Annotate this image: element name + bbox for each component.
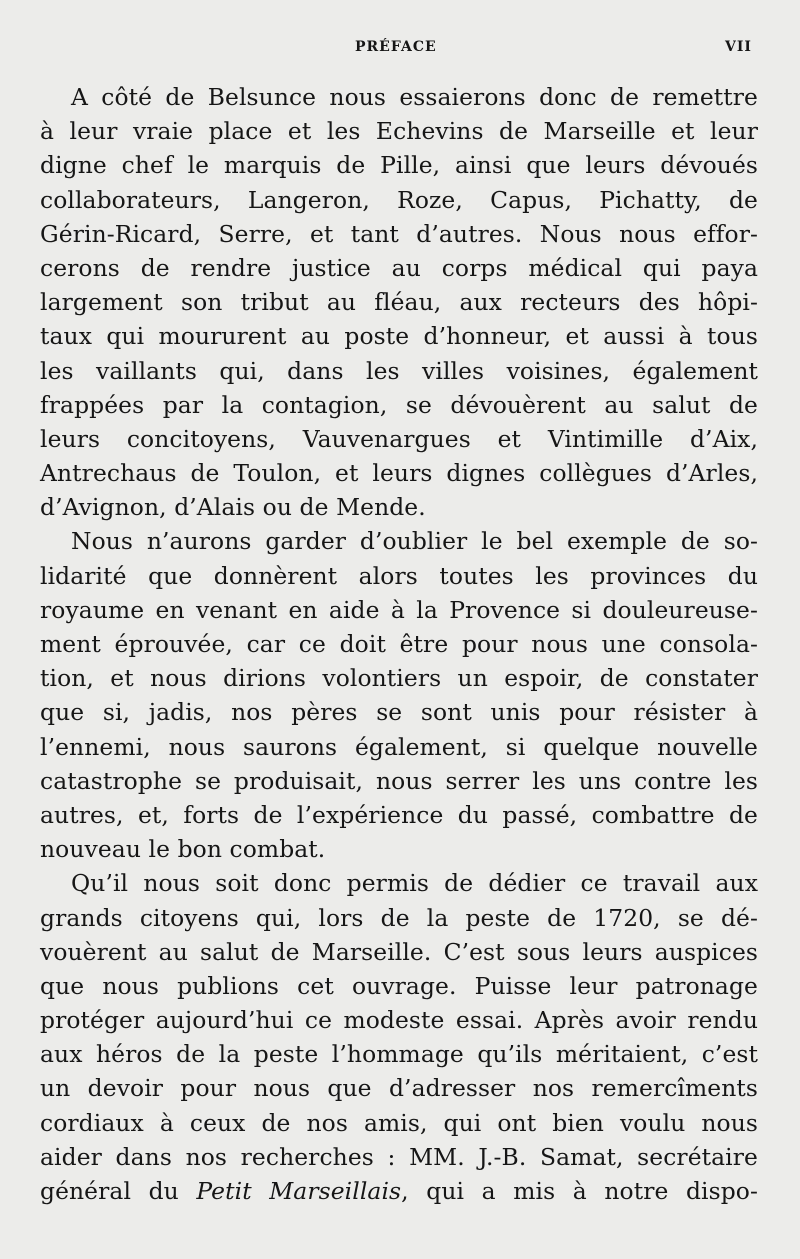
paragraph bbox=[40, 80, 758, 524]
text-line: largement son tribut au fléau, aux recteurs des hôpi- bbox=[40, 288, 758, 317]
body-text bbox=[40, 80, 758, 1208]
text-line: aux héros de la peste l’hommage qu’ils méritaient, c’est bbox=[40, 1040, 758, 1069]
text-line: que si, jadis, nos pères se sont unis pour résister à bbox=[40, 698, 758, 727]
text-line: l’ennemi, nous saurons également, si quelque nouvelle bbox=[40, 732, 758, 761]
text-line: Qu’il nous soit donc permis de dédier ce travail aux bbox=[71, 869, 758, 898]
text-line: Nous n’aurons garder d’oublier le bel exemple de so- bbox=[71, 527, 758, 556]
text-line: les vaillants qui, dans les villes voisines, également bbox=[40, 356, 758, 385]
page-number: VII bbox=[725, 39, 752, 55]
paragraph bbox=[40, 866, 758, 1208]
text-segment: , qui a mis à notre dispo- bbox=[401, 1177, 758, 1205]
text-line: à leur vraie place et les Echevins de Marseille et leur bbox=[40, 117, 758, 146]
text-line: tion, et nous dirions volontiers un espoir, de constater bbox=[40, 664, 758, 693]
text-line: vouèrent au salut de Marseille. C’est sous leurs auspices bbox=[40, 937, 758, 966]
text-line: cerons de rendre justice au corps médical qui paya bbox=[40, 253, 758, 282]
running-header bbox=[0, 37, 800, 59]
text-line: d’Avignon, d’Alais ou de Mende. bbox=[40, 493, 426, 522]
text-line: ment éprouvée, car ce doit être pour nous une consola- bbox=[40, 630, 758, 658]
text-line: grands citoyens qui, lors de la peste de 1720, se dé- bbox=[40, 903, 758, 932]
text-line: que nous publions cet ouvrage. Puisse leur patronage bbox=[40, 971, 758, 1000]
text-line: catastrophe se produisait, nous serrer les uns contre les bbox=[40, 766, 758, 795]
text-line: royaume en venant en aide à la Provence si douleureuse- bbox=[40, 595, 758, 624]
text-line: Antrechaus de Toulon, et leurs dignes collègues d’Arles, bbox=[40, 459, 758, 488]
text-line: aider dans nos recherches : MM. J.-B. Samat, secrétaire bbox=[40, 1142, 758, 1171]
text-line: lidarité que donnèrent alors toutes les provinces du bbox=[40, 561, 758, 590]
text-line: digne chef le marquis de Pille, ainsi que leurs dévoués bbox=[40, 151, 758, 180]
text-line: collaborateurs, Langeron, Roze, Capus, Pichatty, de bbox=[40, 185, 758, 214]
text-line: nouveau le bon combat. bbox=[40, 835, 326, 864]
paragraph bbox=[40, 524, 758, 866]
text-line: protéger aujourd’hui ce modeste essai. Après avoir rendu bbox=[40, 1006, 758, 1035]
text-line: cordiaux à ceux de nos amis, qui ont bien voulu nous bbox=[40, 1108, 758, 1137]
text-line: taux qui moururent au poste d’honneur, et aussi à tous bbox=[40, 322, 758, 351]
text-line: Gérin-Ricard, Serre, et tant d’autres. Nous nous effor- bbox=[40, 219, 758, 248]
text-line: leurs concitoyens, Vauvenargues et Vintimille d’Aix, bbox=[40, 424, 758, 453]
newspaper-title: Petit Marseillais bbox=[196, 1177, 402, 1205]
text-line: autres, et, forts de l’expérience du passé, combattre de bbox=[40, 800, 758, 829]
text-line: frappées par la contagion, se dévouèrent au salut de bbox=[40, 390, 758, 419]
text-line: A côté de Belsunce nous essaierons donc de remettre bbox=[71, 83, 758, 111]
text-line: un devoir pour nous que d’adresser nos remercîments bbox=[40, 1074, 758, 1103]
text-segment: général du bbox=[40, 1177, 197, 1205]
running-title: PRÉFACE bbox=[355, 39, 437, 55]
text-line-with-italic bbox=[40, 1174, 758, 1208]
